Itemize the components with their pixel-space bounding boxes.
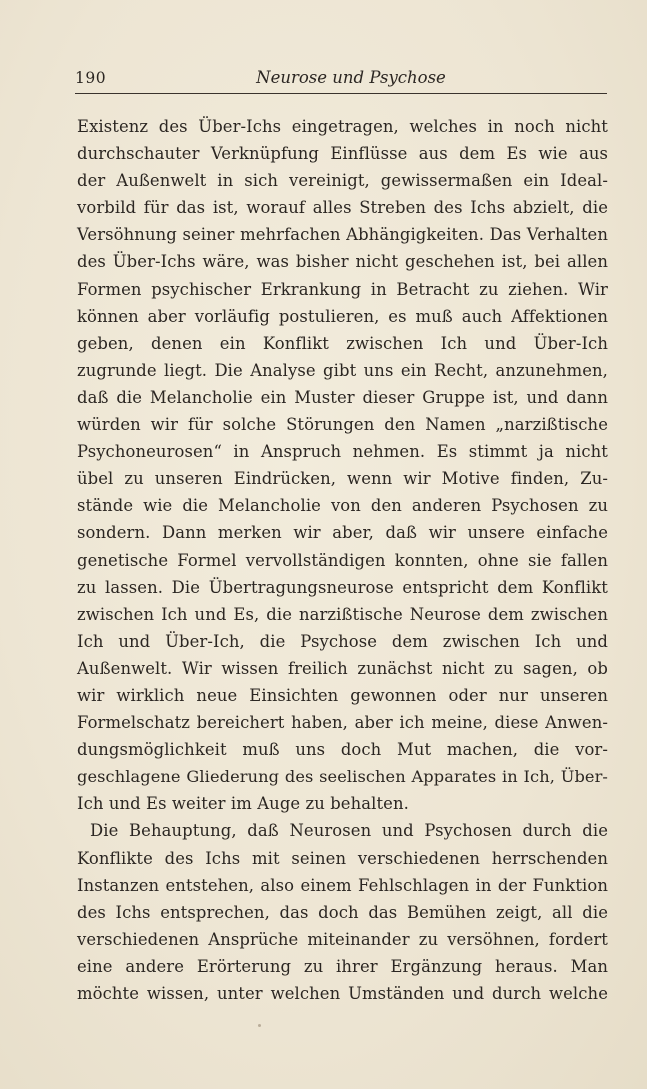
text-line: der Außenwelt in sich vereinigt, gewissermaßen ein Ideal-: [77, 171, 608, 191]
text-line: Versöhnung seiner mehrfachen Abhängigkeiten. Das Verhalten: [77, 225, 608, 245]
text-line: Instanzen entstehen, also einem Fehlschlagen in der Funktion: [77, 875, 608, 895]
text-line: Konflikte des Ichs mit seinen verschiedenen herrschenden: [77, 848, 608, 868]
text-line: zu lassen. Die Übertragungsneurose entspricht dem Konflikt: [77, 577, 608, 597]
text-line: geschlagene Gliederung des seelischen Apparates in Ich, Über-: [77, 767, 608, 787]
text-line: Formen psychischer Erkrankung in Betracht zu ziehen. Wir: [77, 279, 608, 299]
text-line: Ich und Über-Ich, die Psychose dem zwischen Ich und: [77, 631, 608, 651]
paragraph-end-line: Ich und Es weiter im Auge zu behalten.: [77, 794, 409, 814]
running-title: Neurose und Psychose: [256, 68, 446, 87]
text-line: sondern. Dann merken wir aber, daß wir unsere einfache: [77, 523, 608, 543]
text-line: geben, denen ein Konflikt zwischen Ich und Über-Ich: [77, 333, 608, 353]
text-line: übel zu unseren Eindrücken, wenn wir Motive finden, Zu-: [77, 469, 608, 489]
text-line: zwischen Ich und Es, die narzißtische Neurose dem zwischen: [77, 604, 608, 624]
text-line: Psychoneurosen“ in Anspruch nehmen. Es stimmt ja nicht: [77, 442, 608, 462]
text-line: des Über-Ichs wäre, was bisher nicht geschehen ist, bei allen: [77, 252, 608, 272]
text-line: verschiedenen Ansprüche miteinander zu versöhnen, fordert: [77, 929, 608, 949]
text-line: vorbild für das ist, worauf alles Streben des Ichs abzielt, die: [77, 198, 608, 218]
paragraph-start-line: Die Behauptung, daß Neurosen und Psychosen durch die: [90, 821, 608, 841]
text-line: genetische Formel vervollständigen konnten, ohne sie fallen: [77, 550, 608, 570]
text-line: möchte wissen, unter welchen Umständen und durch welche: [77, 984, 608, 1003]
text-line: dungsmöglichkeit muß uns doch Mut machen, die vor-: [77, 740, 608, 760]
text-line: wir wirklich neue Einsichten gewonnen oder nur unseren: [77, 685, 608, 705]
body-text: [77, 113, 608, 1007]
text-line: daß die Melancholie ein Muster dieser Gruppe ist, und dann: [77, 387, 608, 407]
text-line: zugrunde liegt. Die Analyse gibt uns ein Recht, anzunehmen,: [77, 360, 608, 380]
text-line: würden wir für solche Störungen den Namen „narzißtische: [77, 415, 608, 435]
page-number: 190: [75, 69, 107, 87]
text-line: des Ichs entsprechen, das doch das Bemühen zeigt, all die: [77, 902, 608, 922]
text-line: Existenz des Über-Ichs eingetragen, welches in noch nicht: [77, 117, 608, 136]
text-line: durchschauter Verknüpfung Einflüsse aus dem Es wie aus: [77, 144, 608, 164]
paper-speck: [258, 1024, 261, 1027]
text-line: stände wie die Melancholie von den anderen Psychosen zu: [77, 496, 608, 516]
text-line: Außenwelt. Wir wissen freilich zunächst nicht zu sagen, ob: [77, 658, 608, 678]
text-line: eine andere Erörterung zu ihrer Ergänzung heraus. Man: [77, 956, 608, 976]
page-header: [75, 66, 607, 94]
text-line: Formelschatz bereichert haben, aber ich meine, diese Anwen-: [77, 713, 608, 733]
text-line: können aber vorläufig postulieren, es muß auch Affektionen: [77, 306, 608, 326]
